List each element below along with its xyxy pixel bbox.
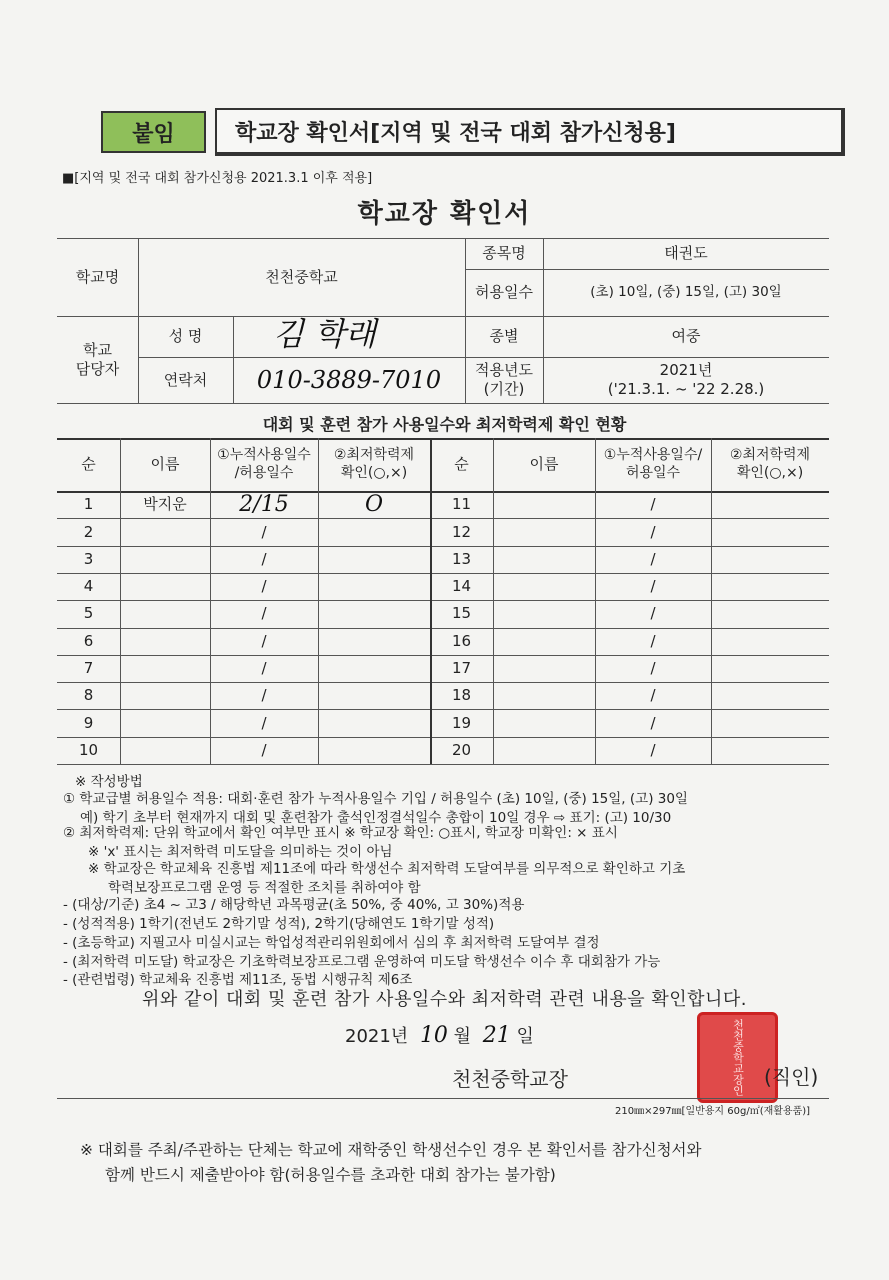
row-11-no: 11 <box>451 495 472 514</box>
row-15-name <box>493 600 595 627</box>
phone-label: 연락처 <box>163 370 208 389</box>
row-20-no: 20 <box>451 740 472 759</box>
row-1-name: 박지운 <box>143 495 187 514</box>
header-name-left: 이름 <box>150 455 180 474</box>
row-1-days: 2/15 <box>239 491 289 517</box>
row-9-name <box>120 709 210 736</box>
row-20-days: / <box>650 740 656 759</box>
row-4-name <box>120 573 210 600</box>
instruction-note-11: - (최저학력 미도달) 학교장은 기초학력보장프로그램 운영하여 미도달 학생선수 이수 후 대회참가 가능 <box>63 954 661 970</box>
row-16-days: / <box>650 631 656 650</box>
sport-value: 태권도 <box>664 244 708 263</box>
row-15-no: 15 <box>451 604 472 623</box>
instruction-note-8: - (대상/기준) 초4 ~ 고3 / 해당학년 과목평균(초 50%, 중 40%, 고 30%)적용 <box>63 897 525 913</box>
instruction-note-7: 학력보장프로그램 운영 등 적절한 조치를 취하여야 함 <box>108 880 421 896</box>
row-2-no: 2 <box>83 522 94 541</box>
row-20-check <box>711 737 829 764</box>
row-3-name <box>120 546 210 573</box>
row-19-name <box>493 709 595 736</box>
row-11-name <box>493 491 595 518</box>
header-name-right: 이름 <box>529 455 559 474</box>
form-title: 학교장 확인서[지역 및 전국 대회 참가신청용] <box>235 120 676 146</box>
instruction-note-12: - (관련법령) 학교체육 진흥법 제11조, 동법 시행규칙 제6조 <box>63 972 413 988</box>
row-11-days: / <box>650 495 656 514</box>
date-month: 10 <box>419 1023 448 1048</box>
header-days-left <box>210 438 318 491</box>
row-18-check <box>711 682 829 709</box>
row-3-check <box>318 546 430 573</box>
row-20-name <box>493 737 595 764</box>
school-value: 천천중학교 <box>265 267 338 286</box>
sport-label: 종목명 <box>482 244 526 263</box>
header-check-left-line1: ②최저학력제 <box>333 447 415 463</box>
attachment-badge: 붙임 <box>101 111 206 153</box>
footer-note-line2: 함께 반드시 제출받아야 함(허용일수를 초과한 대회 참가는 불가함) <box>105 1166 556 1184</box>
category-value: 여중 <box>671 327 701 346</box>
header-days-left-line1: ①누적사용일수 <box>217 447 311 463</box>
row-12-no: 12 <box>451 522 472 541</box>
row-15-check <box>711 600 829 627</box>
row-9-check <box>318 709 430 736</box>
row-12-name <box>493 518 595 545</box>
row-5-name <box>120 600 210 627</box>
instruction-note-9: - (성적적용) 1학기(전년도 2학기말 성적), 2학기(당해연도 1학기말 성적) <box>63 916 495 932</box>
year-value-period: ('21.3.1. ~ '22 2.28.) <box>607 380 765 398</box>
form-title-box <box>215 108 845 156</box>
date-month-label: 월 <box>453 1026 472 1047</box>
row-14-no: 14 <box>451 577 472 596</box>
row-12-check <box>711 518 829 545</box>
row-17-days: / <box>650 659 656 678</box>
row-3-days: / <box>261 549 267 568</box>
header-days-left-line2: /허용일수 <box>234 464 294 481</box>
row-1-no: 1 <box>83 495 94 514</box>
year-value-year: 2021년 <box>659 361 713 380</box>
date-year: 2021년 <box>345 1026 409 1047</box>
row-16-name <box>493 628 595 655</box>
row-16-no: 16 <box>451 631 472 650</box>
name-label: 성 명 <box>168 327 203 346</box>
allowed-days-value: (초) 10일, (중) 15일, (고) 30일 <box>590 284 782 301</box>
row-13-no: 13 <box>451 549 472 568</box>
row-19-days: / <box>650 713 656 732</box>
row-19-no: 19 <box>451 713 472 732</box>
footer-separator <box>57 1098 829 1099</box>
school-head-title: 천천중학교장 <box>452 1067 568 1091</box>
header-check-right <box>711 438 829 491</box>
row-10-check <box>318 737 430 764</box>
school-label: 학교명 <box>75 267 120 286</box>
footer-note-line1: ※ 대회를 주최/주관하는 단체는 학교에 재학중인 학생선수인 경우 본 확인서를 참가신청서와 <box>80 1141 702 1159</box>
row-17-no: 17 <box>451 659 472 678</box>
category-label: 종별 <box>489 327 519 346</box>
row-11-check <box>711 491 829 518</box>
instruction-note-3: 예) 학기 초부터 현재까지 대회 및 훈련참가 출석인정결석일수 총합이 10일 경우 ⇨ 표기: (고) 10/30 <box>80 810 672 826</box>
row-17-name <box>493 655 595 682</box>
instruction-note-5: ※ 'x' 표시는 최저학력 미도달을 의미하는 것이 아님 <box>88 844 393 860</box>
row-8-check <box>318 682 430 709</box>
row-7-days: / <box>261 659 267 678</box>
year-value <box>543 357 829 403</box>
row-14-check <box>711 573 829 600</box>
row-2-check <box>318 518 430 545</box>
paper-size-note: 210㎜×297㎜[일반용지 60g/㎡(재활용품)] <box>615 1106 811 1117</box>
header-check-right-line1: ②최저학력제 <box>729 447 811 463</box>
row-2-name <box>120 518 210 545</box>
row-18-name <box>493 682 595 709</box>
row-5-days: / <box>261 604 267 623</box>
header-days-right-line2: 허용일수 <box>625 464 681 481</box>
header-days-right-line1: ①누적사용일수/ <box>603 447 703 463</box>
header-no-right: 순 <box>454 455 469 474</box>
seal-label: (직인) <box>764 1065 819 1089</box>
document-title: 학교장 확인서 <box>357 199 532 229</box>
instruction-note-2: ① 학교급별 허용일수 적용: 대회·훈련 참가 누적사용일수 기입 / 허용일수 (초) 10일, (중) 15일, (고) 30일 <box>63 791 688 807</box>
row-5-check <box>318 600 430 627</box>
signing-date <box>345 1022 534 1048</box>
header-check-right-line2: 확인(○,×) <box>736 464 804 481</box>
row-6-check <box>318 628 430 655</box>
row-9-days: / <box>261 713 267 732</box>
row-8-days: / <box>261 686 267 705</box>
name-value-handwritten: 김 학래 <box>273 314 376 353</box>
row-7-name <box>120 655 210 682</box>
contact-group-label-line1: 학교 <box>83 340 112 359</box>
row-14-days: / <box>650 577 656 596</box>
info-line <box>57 403 829 404</box>
row-1-check: O <box>364 491 384 517</box>
year-label-line2: (기간) <box>483 380 525 398</box>
row-13-name <box>493 546 595 573</box>
row-4-days: / <box>261 577 267 596</box>
seal-text: 천천중학교장인 <box>731 1019 745 1096</box>
row-4-check <box>318 573 430 600</box>
row-18-no: 18 <box>451 686 472 705</box>
row-14-name <box>493 573 595 600</box>
header-no-left: 순 <box>81 455 96 474</box>
row-13-days: / <box>650 549 656 568</box>
status-table-bottom <box>57 764 829 765</box>
row-10-days: / <box>261 740 267 759</box>
row-10-name <box>120 737 210 764</box>
instruction-note-4: ② 최저학력제: 단위 학교에서 확인 여부만 표시 ※ 학교장 확인: ○표시, 학교장 미확인: × 표시 <box>63 825 618 841</box>
row-8-name <box>120 682 210 709</box>
contact-group-label-line2: 담당자 <box>75 359 120 378</box>
row-12-days: / <box>650 522 656 541</box>
header-days-right <box>595 438 711 491</box>
contact-group-label <box>57 316 138 403</box>
row-15-days: / <box>650 604 656 623</box>
phone-value-handwritten: 010-3889-7010 <box>256 366 442 394</box>
row-6-no: 6 <box>83 631 94 650</box>
row-7-check <box>318 655 430 682</box>
row-17-check <box>711 655 829 682</box>
header-check-left-line2: 확인(○,×) <box>340 464 408 481</box>
year-label <box>465 357 543 403</box>
date-day: 21 <box>482 1023 511 1048</box>
row-6-name <box>120 628 210 655</box>
row-8-no: 8 <box>83 686 94 705</box>
row-5-no: 5 <box>83 604 94 623</box>
row-18-days: / <box>650 686 656 705</box>
instruction-note-1: ※ 작성방법 <box>75 774 143 790</box>
row-9-no: 9 <box>83 713 94 732</box>
row-6-days: / <box>261 631 267 650</box>
status-title: 대회 및 훈련 참가 사용일수와 최저학력제 확인 현황 <box>262 415 627 434</box>
row-3-no: 3 <box>83 549 94 568</box>
row-19-check <box>711 709 829 736</box>
allowed-days-label: 허용일수 <box>475 283 533 302</box>
instruction-note-10: - (초등학교) 지필고사 미실시교는 학업성적관리위원회에서 심의 후 최저학력 도달여부 결정 <box>63 935 600 951</box>
row-4-no: 4 <box>83 577 94 596</box>
row-2-days: / <box>261 522 267 541</box>
date-day-label: 일 <box>516 1026 534 1047</box>
row-13-check <box>711 546 829 573</box>
row-10-no: 10 <box>78 740 99 759</box>
row-16-check <box>711 628 829 655</box>
year-label-line1: 적용년도 <box>475 361 533 380</box>
row-7-no: 7 <box>83 659 94 678</box>
applicability-note: ■[지역 및 전국 대회 참가신청용 2021.3.1 이후 적용] <box>62 171 373 186</box>
header-check-left <box>318 438 430 491</box>
instruction-note-6: ※ 학교장은 학교체육 진흥법 제11조에 따라 학생선수 최저학력 도달여부를 의무적으로 확인하고 기초 <box>88 861 686 877</box>
confirmation-statement: 위와 같이 대회 및 훈련 참가 사용일수와 최저학력 관련 내용을 확인합니다. <box>141 989 748 1010</box>
